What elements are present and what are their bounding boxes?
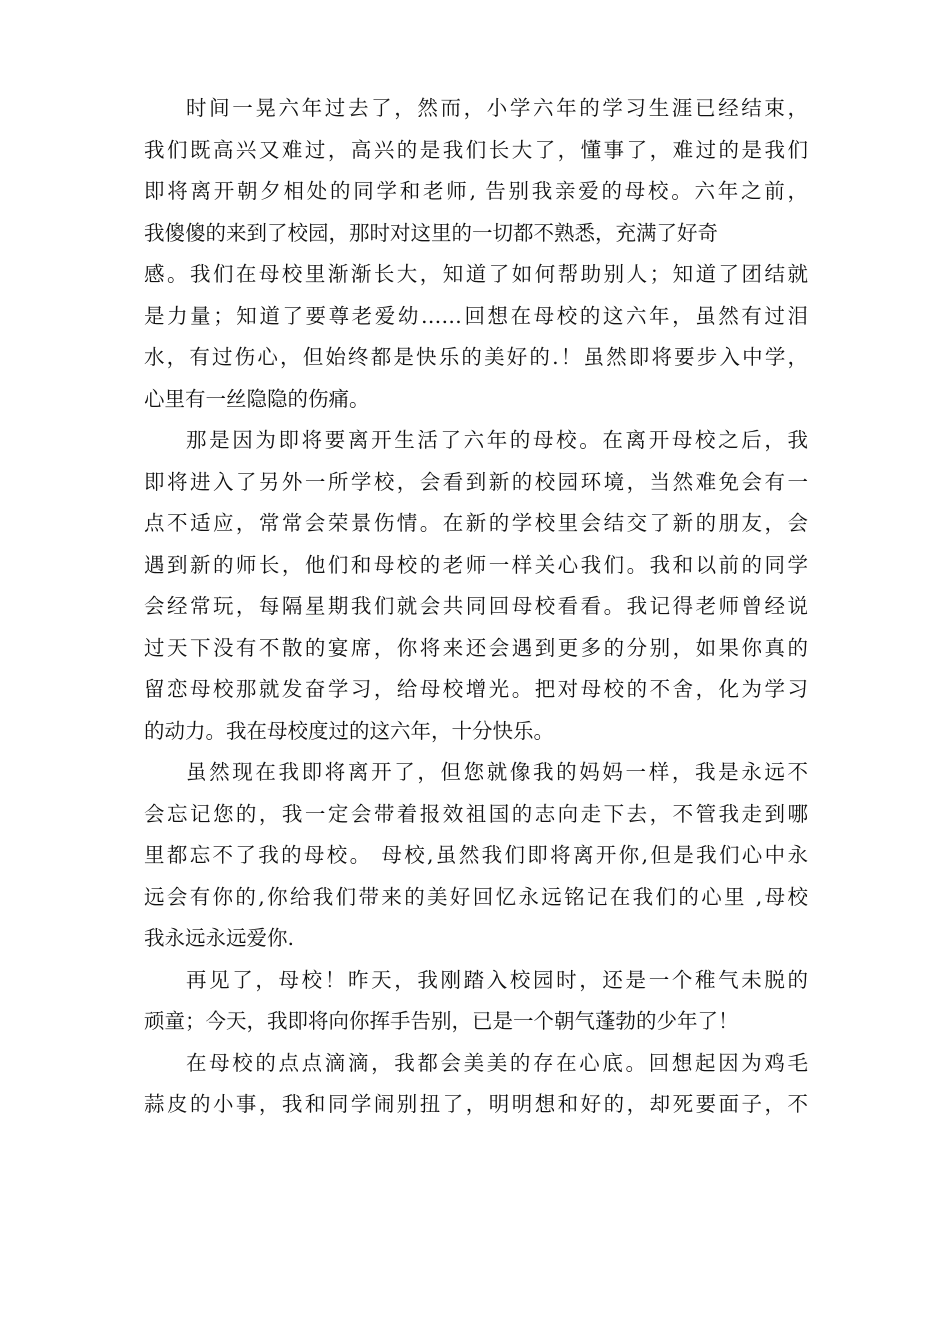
text-line: 是力量；知道了要尊老爱幼……回想在母校的这六年，虽然有过泪 bbox=[144, 303, 808, 328]
text-line: 蒜皮的小事，我和同学闹别扭了，明明想和好的，却死要面子，不 bbox=[144, 1092, 808, 1116]
paragraph-5 bbox=[144, 1043, 808, 1126]
paragraph-3 bbox=[144, 752, 808, 960]
text-line: 水，有过伤心，但始终都是快乐的美好的.！虽然即将要步入中学， bbox=[144, 345, 808, 369]
text-line: 感。我们在母校里渐渐长大，知道了如何帮助别人；知道了团结就 bbox=[144, 262, 808, 286]
text-line: 会经常玩，每隔星期我们就会共同回母校看看。我记得老师曾经说 bbox=[144, 594, 808, 618]
text-line: 点不适应，常常会荣景伤情。在新的学校里会结交了新的朋友，会 bbox=[144, 511, 808, 535]
text-line: 时间一晃六年过去了，然而，小学六年的学习生涯已经结束， bbox=[186, 96, 808, 120]
text-line: 过天下没有不散的宴席，你将来还会遇到更多的分别，如果你真的 bbox=[144, 635, 808, 660]
text-line: 即将进入了另外一所学校，会看到新的校园环境，当然难免会有一 bbox=[144, 469, 808, 494]
paragraph-1 bbox=[144, 88, 808, 420]
text-line: 在母校的点点滴滴，我都会美美的存在心底。回想起因为鸡毛 bbox=[186, 1050, 808, 1075]
text-line: 即将离开朝夕相处的同学和老师, 告别我亲爱的母校。六年之前， bbox=[144, 179, 808, 203]
text-line: 里都忘不了我的母校。 母校,虽然我们即将离开你,但是我们心中永 bbox=[144, 843, 808, 867]
text-line: 我傻傻的来到了校园，那时对这里的一切都不熟悉，充满了好奇 bbox=[144, 220, 718, 245]
article-body bbox=[144, 88, 808, 1126]
text-line: 远会有你的,你给我们带来的美好回忆永远铭记在我们的心里 ,母校 bbox=[144, 884, 808, 909]
text-line: 的动力。我在母校度过的这六年，十分快乐。 bbox=[144, 718, 554, 743]
text-line: 我们既高兴又难过，高兴的是我们长大了，懂事了，难过的是我们 bbox=[144, 137, 808, 162]
text-line: 那是因为即将要离开生活了六年的母校。在离开母校之后，我 bbox=[186, 428, 808, 452]
text-line: 留恋母校那就发奋学习，给母校增光。把对母校的不舍，化为学习 bbox=[144, 677, 808, 701]
paragraph-4 bbox=[144, 960, 808, 1043]
text-line: 会忘记您的，我一定会带着报效祖国的志向走下去，不管我走到哪 bbox=[144, 801, 808, 826]
text-line: 虽然现在我即将离开了，但您就像我的妈妈一样，我是永远不 bbox=[186, 760, 808, 784]
text-line: 心里有一丝隐隐的伤痛。 bbox=[144, 386, 370, 411]
text-line: 遇到新的师长，他们和母校的老师一样关心我们。我和以前的同学 bbox=[144, 552, 808, 577]
text-line: 我永远永远爱你. bbox=[144, 926, 295, 950]
text-line: 顽童；今天，我即将向你挥手告别，已是一个朝气蓬勃的少年了！ bbox=[144, 1009, 739, 1033]
text-line: 再见了，母校！昨天，我刚踏入校园时，还是一个稚气未脱的 bbox=[186, 967, 808, 992]
paragraph-2 bbox=[144, 420, 808, 752]
